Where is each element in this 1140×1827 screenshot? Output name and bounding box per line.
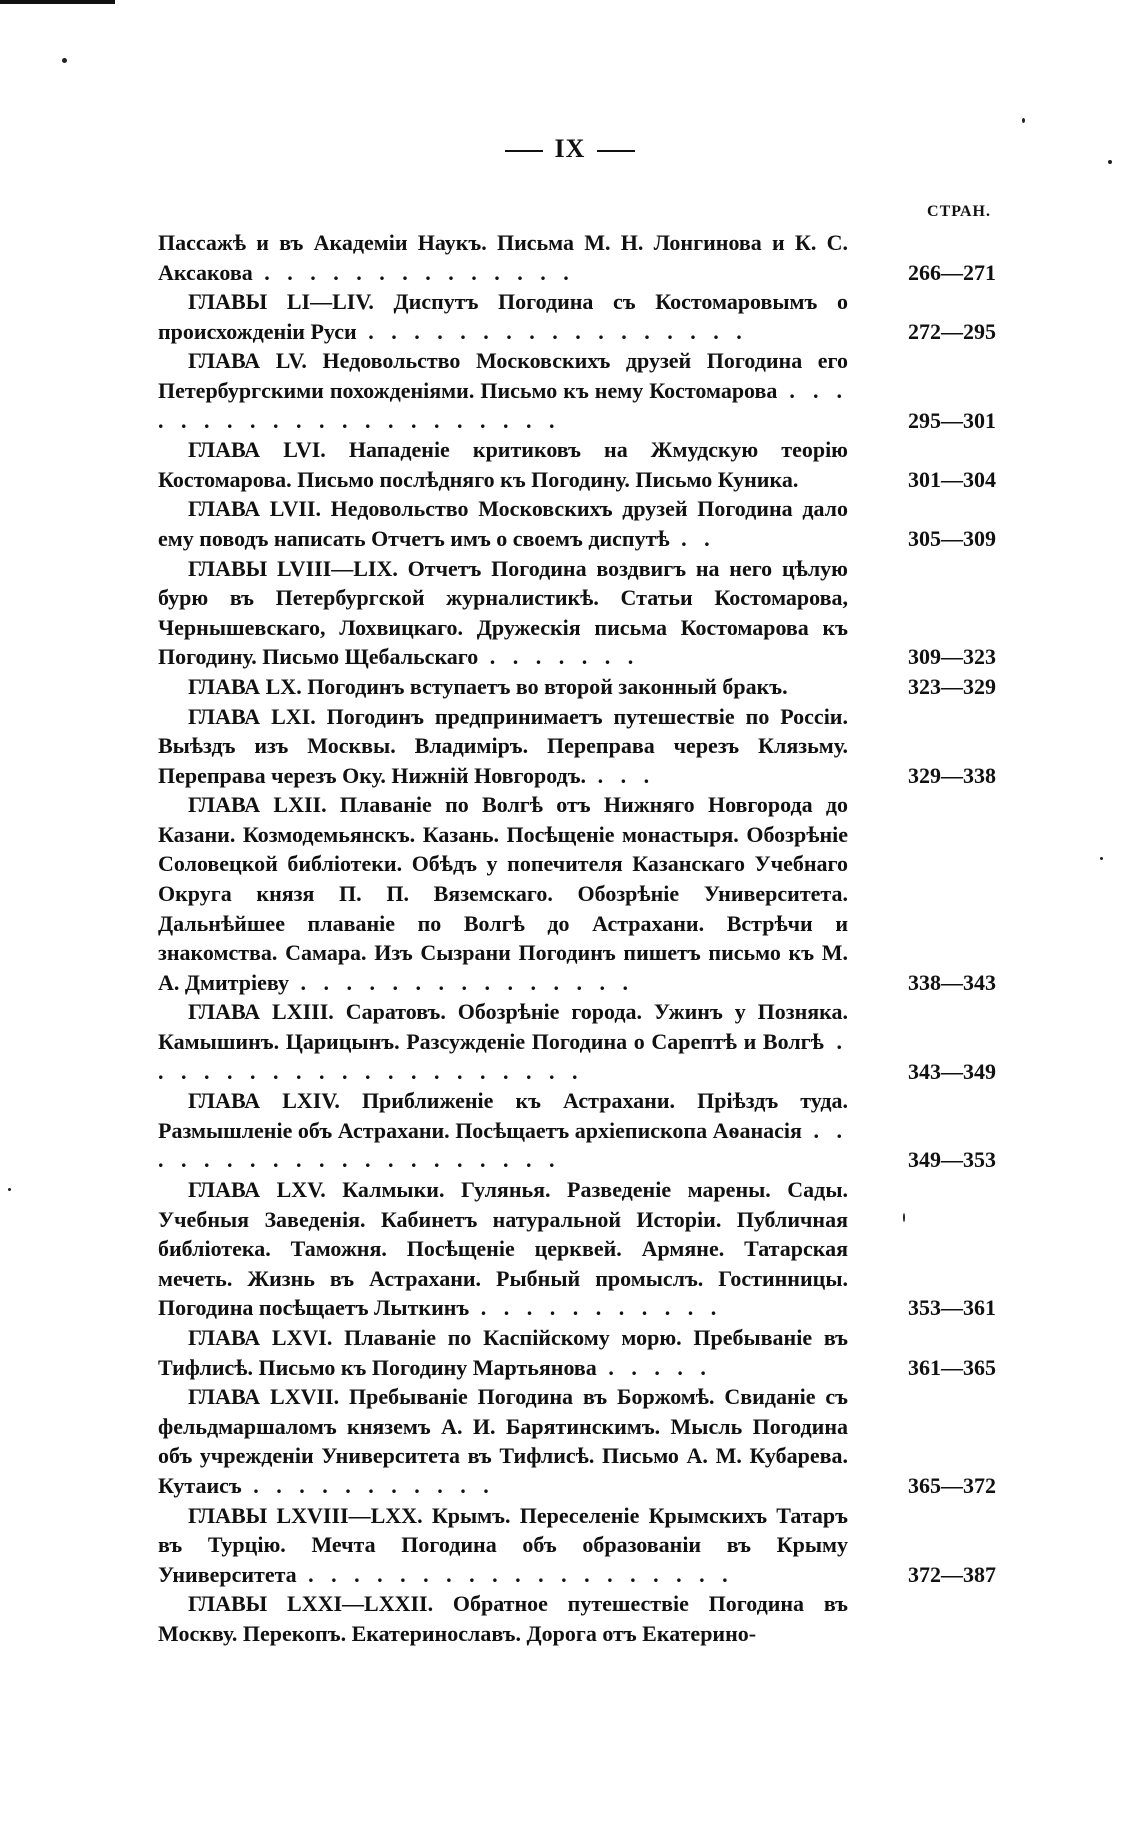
toc-entry-text: [158, 1086, 848, 1175]
toc-entry-text: [158, 1323, 848, 1382]
dot-leader: . . . . . . . . . . . . . .: [252, 259, 575, 285]
page-range: 338—343: [908, 969, 996, 995]
toc-entry: [158, 228, 996, 287]
dot-leader: . . . . . . . . . . . . . . . . . . . . .: [158, 377, 848, 433]
page-range: 329—338: [908, 762, 996, 788]
toc-entry-text: [158, 672, 848, 702]
scan-speck: [62, 58, 67, 63]
toc-entry: [158, 494, 996, 553]
toc-entry-title: ГЛАВА LX. Погодинъ вступаетъ во второй законный бракъ.: [188, 673, 788, 699]
dot-leader: . . . . . . . . . . . . . . . . . . .: [296, 1561, 734, 1587]
page-number-dash-left: [505, 150, 543, 152]
toc-entry-text: [158, 228, 848, 287]
toc-entry-text: [158, 1382, 848, 1500]
toc-entry: [158, 554, 996, 672]
toc-entry-title: ГЛАВА LXI. Погодинъ предпринимаетъ путешествіе по Россіи. Выѣздъ изъ Москвы. Владиміръ. Переправа черезъ Клязьму. Переправа черезъ Оку. Нижній Новгородъ.: [158, 703, 848, 788]
toc-entry-title: ГЛАВА LXIII. Саратовъ. Обозрѣніе города. Ужинъ у Позняка. Камышинъ. Царицынъ. Разсужденіе Погодина о Сарептѣ и Волгѣ: [158, 999, 848, 1055]
toc-entry: [158, 672, 996, 702]
dot-leader: . . . . . . . . . . . . . . .: [289, 969, 635, 995]
toc-entry-title: ГЛАВА LXIV. Приближеніе къ Астрахани. Пріѣздъ туда. Размышленіе объ Астрахани. Посѣщаетъ архіепископа Аѳанасія: [158, 1088, 848, 1143]
toc-entry-title: ГЛАВЫ LI—LIV. Диспутъ Погодина съ Костомаровымъ о происхожденіи Руси: [158, 289, 848, 344]
toc-entry-text: [158, 997, 848, 1086]
toc-entry-text: [158, 435, 848, 494]
page-number: [0, 134, 1140, 164]
scan-speck: [8, 1188, 11, 1191]
dot-leader: . . .: [586, 762, 656, 788]
toc-entry-text: [158, 287, 848, 346]
page-range: 305—309: [908, 525, 996, 551]
toc-entry: [158, 346, 996, 435]
page-range: 365—372: [908, 1472, 996, 1498]
scan-edge-mark: [0, 0, 115, 4]
page-range: 309—323: [908, 644, 996, 670]
dot-leader: . . . . . . . . . . .: [469, 1295, 723, 1321]
toc-entry: [158, 1382, 996, 1500]
toc-entry: [158, 1086, 996, 1175]
toc-entry: [158, 1501, 996, 1590]
dot-leader: . . . . .: [596, 1354, 712, 1380]
toc-entry-title: Пассажѣ и въ Академіи Наукъ. Письма М. Н. Лонгинова и К. С. Аксакова: [158, 230, 848, 285]
toc-entry: [158, 997, 996, 1086]
toc-entry-title: ГЛАВЫ LVIII—LIX. Отчетъ Погодина воздвигъ на него цѣлую бурю въ Петербургской журналистикѣ. Статьи Костомарова, Чернышевскаго, Лохвицкаго. Дружескія письма Костомарова къ Погодину. Письмо Щебальскаго: [158, 555, 848, 670]
page-range: 361—365: [908, 1354, 996, 1380]
page-range: 349—353: [908, 1147, 996, 1173]
page-range: 343—349: [908, 1058, 996, 1084]
toc-entry: [158, 287, 996, 346]
dot-leader: . . . . . . . . . . . . . . . . .: [356, 318, 748, 344]
toc-entry: [158, 1589, 996, 1648]
dot-leader: . .: [669, 525, 716, 551]
page-range: 272—295: [908, 318, 996, 344]
toc-entry-title: ГЛАВЫ LXXI—LXXII. Обратное путешествіе Погодина въ Москву. Перекопъ. Екатеринославъ. Дорога отъ Екатерино-: [158, 1591, 848, 1646]
toc-entry-title: ГЛАВА LXV. Калмыки. Гулянья. Разведеніе марены. Сады. Учебныя Заведенія. Кабинетъ натуральной Исторіи. Публичная библіотека. Таможня. Посѣщеніе церквей. Армяне. Татарская мечеть. Жизнь въ Астрахани. Рыбный промыслъ. Гостинницы. Погодина посѣщаетъ Лыткинъ: [158, 1177, 848, 1321]
toc-entry-title: ГЛАВА LVII. Недовольство Московскихъ друзей Погодина дало ему поводъ написать Отчетъ имъ о своемъ диспутѣ: [158, 496, 848, 551]
toc-entry-text: [158, 702, 848, 791]
toc-entry-text: [158, 346, 848, 435]
scan-speck: [1100, 857, 1103, 860]
toc-entry-title: ГЛАВА LXVII. Пребываніе Погодина въ Боржомѣ. Свиданіе съ фельдмаршаломъ княземъ А. И. Барятинскимъ. Мысль Погодина объ учрежденіи Университета въ Тифлисѣ. Письмо А. М. Кубарева. Кутаисъ: [158, 1384, 848, 1498]
page-range: 323—329: [908, 673, 996, 699]
page-range: 372—387: [908, 1561, 996, 1587]
page-range: 266—271: [908, 259, 996, 285]
toc-entry: [158, 1175, 996, 1323]
scan-speck: [1022, 118, 1025, 123]
dot-leader: . . . . . . . . . . . . . . . . . . . .: [158, 1117, 848, 1173]
toc-entry: [158, 435, 996, 494]
toc-entry: [158, 790, 996, 997]
page-number-dash-right: [597, 150, 635, 152]
toc-entry-text: [158, 1175, 848, 1323]
toc-entry-text: [158, 790, 848, 997]
page-number-text: IX: [554, 134, 586, 163]
pages-column-header: СТРАН.: [927, 203, 991, 220]
toc-entry-text: [158, 1501, 848, 1590]
toc-entry-text: [158, 1589, 848, 1648]
dot-leader: . . . . . . .: [478, 644, 640, 670]
dot-leader: . . . . . . . . . . .: [241, 1472, 495, 1498]
table-of-contents: [158, 228, 996, 1649]
toc-entry-title: ГЛАВЫ LXVIII—LXX. Крымъ. Переселеніе Крымскихъ Татаръ въ Турцію. Мечта Погодина объ образованіи въ Крыму Университета: [158, 1502, 848, 1587]
toc-entry-title: ГЛАВА LXVI. Плаваніе по Каспійскому морю. Пребываніе въ Тифлисѣ. Письмо къ Погодину Мартьянова: [158, 1324, 848, 1380]
dot-leader: . . . . . . . . . . . . . . . . . . . .: [158, 1029, 848, 1084]
toc-entry-text: [158, 554, 848, 672]
toc-entry: [158, 702, 996, 791]
page-range: 353—361: [908, 1295, 996, 1321]
toc-entry-title: ГЛАВА LVI. Нападеніе критиковъ на Жмудскую теорію Костомарова. Письмо послѣдняго къ Погодину. Письмо Куника.: [158, 437, 848, 492]
toc-entry-title: ГЛАВА LXII. Плаваніе по Волгѣ отъ Нижняго Новгорода до Казани. Козмодемьянскъ. Казань. Посѣщеніе монастыря. Обозрѣніе Соловецкой библіотеки. Обѣдъ у попечителя Казанскаго Учебнаго Округа князя П. П. Вяземскаго. Обозрѣніе Университета. Дальнѣйшее плаваніе по Волгѣ до Астрахани. Встрѣчи и знакомства. Самара. Изъ Сызрани Погодинъ пишетъ письмо къ М. А. Дмитріеву: [158, 792, 848, 995]
toc-entry-text: [158, 494, 848, 553]
toc-entry: [158, 1323, 996, 1382]
toc-entry-title: ГЛАВА LV. Недовольство Московскихъ друзей Погодина его Петербургскими похожденіями. Письмо къ нему Костомарова: [158, 348, 848, 403]
page-range: 301—304: [908, 466, 996, 492]
page-range: 295—301: [908, 407, 996, 433]
